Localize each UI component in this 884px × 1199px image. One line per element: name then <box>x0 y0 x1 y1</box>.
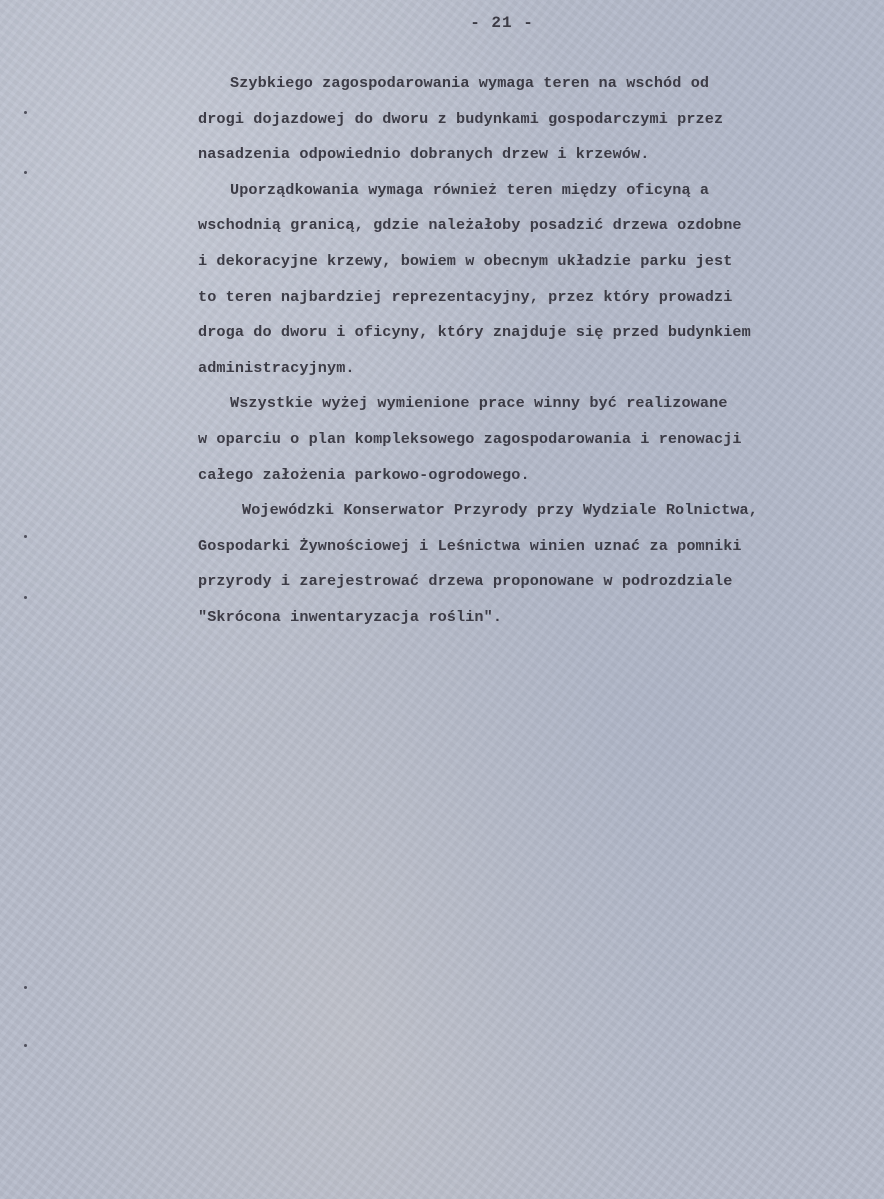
text-line: administracyjnym. <box>198 358 355 377</box>
text-line: w oparciu o plan kompleksowego zagospodarowania i renowacji <box>198 429 742 448</box>
text-line: wschodnią granicą, gdzie należałoby posadzić drzewa ozdobne <box>198 216 742 235</box>
text-line: Gospodarki Żywnościowej i Leśnictwa winien uznać za pomniki <box>198 536 742 555</box>
margin-dot <box>24 111 27 114</box>
text-line: to teren najbardziej reprezentacyjny, przez który prowadzi <box>198 287 733 306</box>
text-line: droga do dworu i oficyny, który znajduje się przed budynkiem <box>198 323 751 342</box>
page-number: - 21 - <box>470 14 534 32</box>
text-line: przyrody i zarejestrować drzewa proponowane w podrozdziale <box>198 572 733 591</box>
text-line: Wszystkie wyżej wymienione prace winny być realizowane <box>230 394 728 413</box>
text-line: Uporządkowania wymaga również teren między oficyną a <box>230 180 710 199</box>
margin-dot <box>24 1044 27 1047</box>
margin-dot <box>24 535 27 538</box>
body-text <box>198 66 868 636</box>
margin-dot <box>24 171 27 174</box>
text-line: drogi dojazdowej do dworu z budynkami gospodarczymi przez <box>198 109 724 128</box>
text-line: całego założenia parkowo-ogrodowego. <box>198 465 530 484</box>
text-line: Wojewódzki Konserwator Przyrody przy Wydziale Rolnictwa, <box>242 501 758 520</box>
margin-dot <box>24 986 27 989</box>
text-line: nasadzenia odpowiednio dobranych drzew i krzewów. <box>198 145 650 164</box>
text-line: "Skrócona inwentaryzacja roślin". <box>198 607 503 626</box>
text-line: Szybkiego zagospodarowania wymaga teren na wschód od <box>230 74 710 92</box>
margin-dot <box>24 596 27 599</box>
text-line: i dekoracyjne krzewy, bowiem w obecnym układzie parku jest <box>198 251 733 270</box>
